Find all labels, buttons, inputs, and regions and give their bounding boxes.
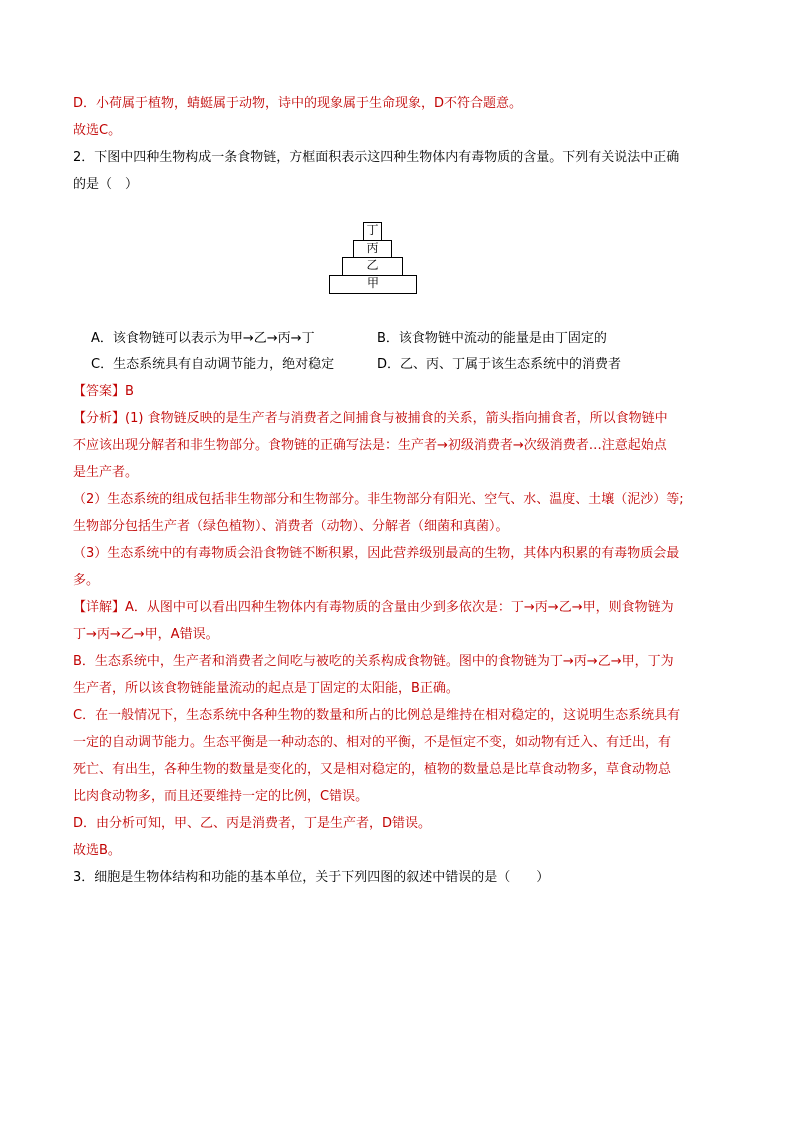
detail-line-8: 比肉食动物多，而且还要维持一定的比例，C错误。 — [73, 789, 369, 804]
analysis-text-1: (1) 食物链反映的是生产者与消费者之间捕食与被捕食的关系，箭头指向捕食者，所以食物链中 — [125, 411, 668, 426]
analysis-line-1 — [73, 409, 668, 429]
toxin-pyramid-figure — [329, 222, 419, 294]
pyramid-box-ding: 丁 — [363, 222, 382, 241]
detail-line-6: 一定的自动调节能力。生态平衡是一种动态的、相对的平衡，不是恒定不变，如动物有迁入、有迁出，有 — [73, 735, 672, 750]
detail-tag: 【详解】 — [73, 600, 126, 615]
analysis-tag: 【分析】 — [73, 411, 126, 426]
detail-line-1 — [73, 598, 674, 618]
q2-stem-line-2: 的是（ ） — [73, 177, 139, 192]
q1-choice: 故选C。 — [73, 123, 122, 138]
analysis-line-7: 多。 — [73, 573, 100, 588]
q2-option-b: B．该食物链中流动的能量是由丁固定的 — [377, 331, 607, 346]
q1-option-d-explanation: D．小荷属于植物，蜻蜓属于动物，诗中的现象属于生命现象，D不符合题意。 — [73, 96, 523, 111]
pyramid-box-jia: 甲 — [329, 275, 417, 294]
q2-option-a: A．该食物链可以表示为甲→乙→丙→丁 — [91, 331, 315, 346]
detail-line-7: 死亡、有出生，各种生物的数量是变化的，又是相对稳定的，植物的数量总是比草食动物多，草食动物总 — [73, 762, 672, 777]
analysis-line-6: （3）生态系统中的有毒物质会沿食物链不断积累，因此营养级别最高的生物，其体内积累的有毒物质会最 — [73, 546, 680, 561]
answer-value: B — [125, 384, 134, 399]
analysis-line-4: （2）生态系统的组成包括非生物部分和生物部分。非生物部分有阳光、空气、水、温度、土壤（泥沙）等; — [73, 492, 684, 507]
detail-line-5: C．在一般情况下，生态系统中各种生物的数量和所占的比例总是维持在相对稳定的，这说明生态系统具有 — [73, 708, 681, 723]
pyramid-box-bing: 丙 — [353, 240, 392, 258]
q2-option-d: D．乙、丙、丁属于该生态系统中的消费者 — [377, 357, 622, 372]
pyramid-box-yi: 乙 — [342, 257, 403, 276]
detail-text-1: A．从图中可以看出四种生物体内有毒物质的含量由少到多依次是：丁→丙→乙→甲，则食物链为 — [125, 600, 674, 615]
q2-answer-line — [73, 382, 134, 402]
analysis-line-5: 生物部分包括生产者（绿色植物）、消费者（动物）、分解者（细菌和真菌）。 — [73, 519, 509, 534]
detail-line-2: 丁→丙→乙→甲，A错误。 — [73, 627, 219, 642]
q2-stem-line-1: 2．下图中四种生物构成一条食物链，方框面积表示这四种生物体内有毒物质的含量。下列有关说法中正确 — [73, 150, 680, 165]
q3-stem: 3．细胞是生物体结构和功能的基本单位，关于下列四图的叙述中错误的是（ ） — [73, 870, 550, 885]
analysis-line-2: 不应该出现分解者和非生物部分。食物链的正确写法是：生产者→初级消费者→次级消费者…注意起始点 — [73, 438, 667, 453]
analysis-line-3: 是生产者。 — [73, 465, 139, 480]
detail-line-9: D．由分析可知，甲、乙、丙是消费者，丁是生产者，D错误。 — [73, 816, 432, 831]
q2-option-c: C．生态系统具有自动调节能力，绝对稳定 — [91, 357, 335, 372]
answer-tag: 【答案】 — [73, 384, 126, 399]
detail-line-3: B．生态系统中，生产者和消费者之间吃与被吃的关系构成食物链。图中的食物链为丁→丙→乙→甲，丁为 — [73, 654, 674, 669]
detail-line-4: 生产者，所以该食物链能量流动的起点是丁固定的太阳能，B正确。 — [73, 681, 459, 696]
q2-choice: 故选B。 — [73, 843, 121, 858]
